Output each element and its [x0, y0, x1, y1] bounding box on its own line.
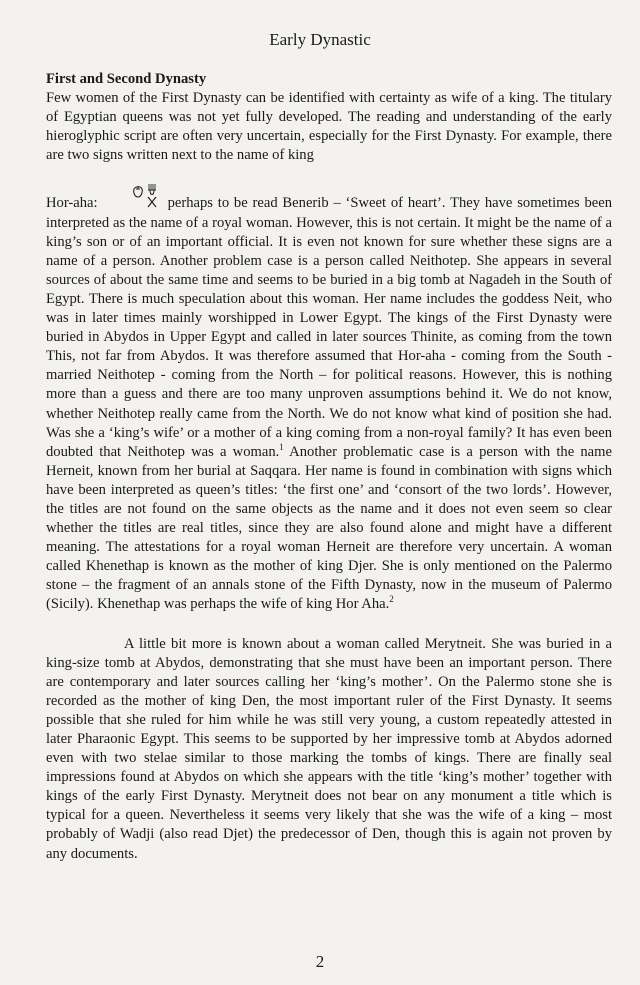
section-heading: First and Second Dynasty	[46, 71, 207, 87]
paragraph-1-text: perhaps to be read Benerib – ‘Sweet of heart’. They have sometimes been interpreted as the name of a royal woman. However, this is not certain. It might be the name of a king’s son or of an important official. It is even not known for sure whether these signs are a name of a person. Another problem case is a person called Neithotep. She appears in several sources of about the same time and seems to be buried in a big tomb at Nagadeh in the South of Egypt. There is much speculation about this woman. Her name includes the goddess Neit, who was in later times mainly worshipped in Lower Egypt. The kings of the First Dynasty were buried in Abydos in Upper Egypt and called in later sources Thinite, as coming from the town This, not far from Abydos. It was therefore assumed that Hor-aha - coming from the South - married Neithotep - coming from the North – for political reasons. However, this is nothing more than a guess and there are too many unproven assumptions behind it. We do not know, whether Neithotep really came from the North. We do not know what kind of position she had. Was she a ‘king’s wife’ or a mother of a king coming from a non-royal family? It has even been doubted that Neithotep was a woman.	[46, 195, 612, 460]
paragraph-2: A little bit more is known about a woman called Merytneit. She was buried in a king-size tomb at Abydos, demonstrating that she must have been an important person. There are contemporary and later sources calling her ‘king’s mother’. On the Palermo stone she is recorded as the mother of king Den, the most important ruler of the First Dynasty. It seems possible that she ruled for him while he was still very young, a custom repeatedly attested in later Pharaonic Egypt. This seems to be supported by her impressive tomb at Abydos adorned even with two stelae similar to those marking the tombs of kings. There are finally seal impressions found at Abydos on which she appears with the title ‘king’s mother’ together with kings of the early First Dynasty. Merytneit does not bear on any monument a title which is typical for a queen. Nevertheless it seems very likely that she was the wife of a king – most probably of Wadji (also read Djet) the predecessor of Den, though this is again not proven by any documents.	[46, 635, 612, 862]
running-title: Early Dynastic	[269, 30, 371, 49]
king-name: Hor-aha:	[46, 195, 98, 212]
paragraph-1-body	[46, 183, 612, 614]
paragraph-1-lead: Few women of the First Dynasty can be identified with certainty as wife of a king. The titulary of Egyptian queens was not yet fully developed. The reading and understanding of the early hieroglyphic script are often very uncertain, especially for the First Dynasty. For example, there are two signs written next to the name of king	[46, 90, 612, 164]
footnote-ref-2[interactable]: 2	[389, 594, 394, 605]
footnote-ref-1[interactable]: 1	[279, 441, 284, 452]
page-number: 2	[315, 952, 325, 971]
paragraph-1-continued: Another problematic case is a person with the name Herneit, known from her burial at Saqqara. Her name is found in combination with signs which have been interpreted as queen’s titles: ‘the first one’ and ‘consort of the two lords’. However, the titles are not found on the same objects as the name and it does not even seem so clear whether the titles are real titles, since they are also found alone and might have a different meaning. The attestations for a royal woman Herneit are therefore very uncertain. A woman called Khenethap is known as the mother of king Djer. She is only mentioned on the Palermo stone – the fragment of an annals stone of the Fifth Dynasty, now in the museum of Palermo (Sicily). Khenethap was perhaps the wife of king Hor Aha.	[46, 443, 612, 613]
body-text	[46, 70, 612, 864]
hieroglyph-benerib-icon	[132, 183, 162, 209]
